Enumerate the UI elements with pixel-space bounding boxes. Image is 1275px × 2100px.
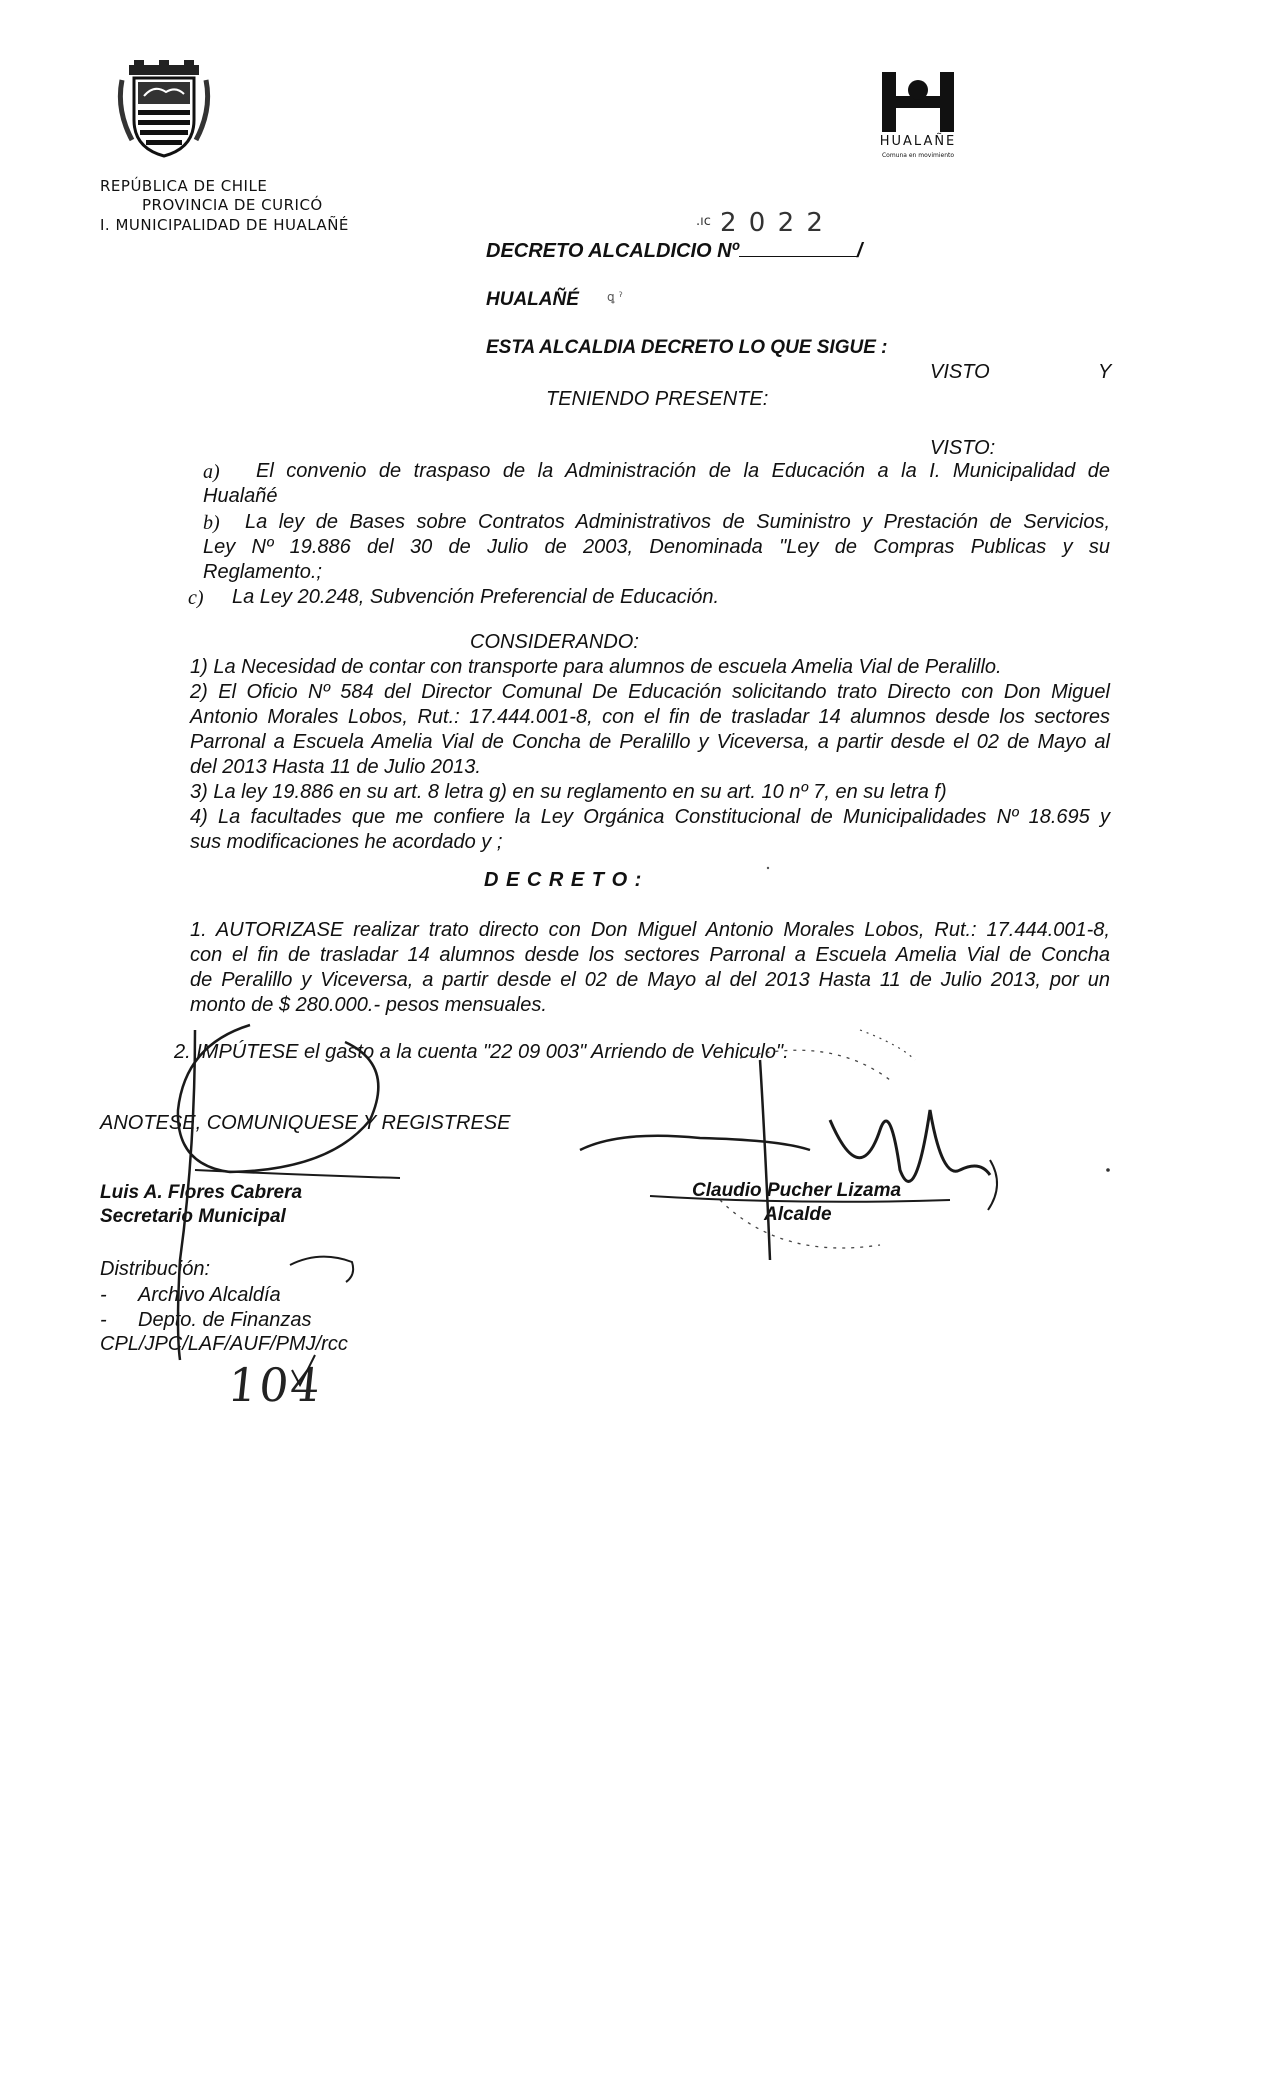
distribution-item-1: Archivo Alcaldía xyxy=(138,1284,281,1306)
decree-intro: ESTA ALCALDIA DECRETO LO QUE SIGUE : xyxy=(486,337,888,358)
visto-item-b-line2: Ley Nº 19.886 del 30 de Julio de 2003, Denominada "Ley de Compras Publicas y su xyxy=(203,536,1110,558)
decree-title xyxy=(486,240,862,263)
considerando-p2-line3: Parronal a Escuela Amelia Vial de Concha de Peralillo y Viceversa, a partir desde el 02 de Mayo al xyxy=(190,731,1110,753)
decreto-item1-line3: de Peralillo y Viceversa, a partir desde el 02 de Mayo al del 2013 Hasta 11 de Julio 2013, por un xyxy=(190,969,1110,991)
stamp-prefix: .ıc xyxy=(696,214,711,229)
decreto-item1-line2: con el fin de trasladar 14 alumnos desde los sectores Parronal a Escuela Amelia Vial de Concha xyxy=(190,944,1110,966)
mayor-title: Alcalde xyxy=(764,1204,832,1225)
distribution-dash-2: - xyxy=(100,1309,107,1331)
decree-place: HUALAÑÉ xyxy=(486,289,579,310)
decree-slash: / xyxy=(856,240,863,262)
distribution-initials: CPL/JPC/LAF/AUF/PMJ/rcc xyxy=(100,1333,348,1355)
hualane-logo xyxy=(868,68,968,168)
considerando-p4-line2: sus modificaciones he acordado y ; xyxy=(190,831,503,853)
visto-item-b-line1: La ley de Bases sobre Contratos Administrativos de Suministro y Prestación de Servicios, xyxy=(245,511,1110,533)
considerando-p3: 3) La ley 19.886 en su art. 8 letra g) en su reglamento en su art. 10 nº 7, en su letra f) xyxy=(190,781,947,803)
visto-item-a-letter: a) xyxy=(203,461,220,483)
decreto-heading: D E C R E T O : xyxy=(484,869,643,891)
considerando-heading: CONSIDERANDO: xyxy=(470,631,639,653)
visto-item-c-letter: c) xyxy=(188,587,204,609)
header-province: PROVINCIA DE CURICÓ xyxy=(142,196,323,214)
secretary-name: Luis A. Flores Cabrera xyxy=(100,1182,303,1203)
teniendo-presente: TENIENDO PRESENTE: xyxy=(546,388,769,410)
decreto-item2: 2. IMPÚTESE el gasto a la cuenta "22 09 003" Arriendo de Vehiculo". xyxy=(174,1041,789,1063)
considerando-p4-line1: 4) La facultades que me confiere la Ley Orgánica Constitucional de Municipalidades Nº 18.695 y xyxy=(190,806,1110,828)
visto-item-a-line2: Hualañé xyxy=(203,485,278,507)
hualane-logo-icon xyxy=(878,68,958,132)
considerando-p1: 1) La Necesidad de contar con transporte para alumnos de escuela Amelia Vial de Peralillo. xyxy=(190,656,1002,678)
anotese-line: ANOTESE, COMUNIQUESE Y REGISTRESE xyxy=(100,1112,511,1134)
visto-item-b-line3: Reglamento.; xyxy=(203,561,322,583)
visto-heading: VISTO: xyxy=(930,437,996,459)
coat-of-arms xyxy=(114,60,214,160)
distribution-item-2: Depto. de Finanzas xyxy=(138,1309,312,1331)
decree-title-text: DECRETO ALCALDICIO Nº xyxy=(486,240,739,262)
distribution-heading: Distribución: xyxy=(100,1258,211,1280)
decreto-item1-line4: monto de $ 280.000.- pesos mensuales. xyxy=(190,994,547,1016)
stamp-number: 2 0 2 2 xyxy=(720,208,825,238)
distribution-dash-1: - xyxy=(100,1284,107,1306)
handwritten-number: 104 xyxy=(225,1358,325,1412)
header-country: REPÚBLICA DE CHILE xyxy=(100,177,268,195)
visto-item-b-letter: b) xyxy=(203,512,220,534)
place-mark: ꝗ ˀ xyxy=(607,290,623,304)
considerando-p2-line1: 2) El Oficio Nº 584 del Director Comunal De Educación solicitando trato Directo con Don Miguel xyxy=(190,681,1110,703)
secretary-title: Secretario Municipal xyxy=(100,1206,286,1227)
considerando-p2-line2: Antonio Morales Lobos, Rut.: 17.444.001-8, con el fin de trasladar 14 alumnos desde los sectores xyxy=(190,706,1110,728)
logo-tagline: Comuna en movimiento xyxy=(881,152,955,159)
visto-y-letter: Y xyxy=(1098,361,1112,383)
visto-item-a-line1: El convenio de traspaso de la Administración de la Educación a la I. Municipalidad de xyxy=(256,460,1110,482)
header-municipality: I. MUNICIPALIDAD DE HUALAÑÉ xyxy=(100,216,349,234)
coat-of-arms-icon xyxy=(114,60,214,160)
mayor-name: Claudio Pucher Lizama xyxy=(692,1180,902,1201)
considerando-p2-line4: del 2013 Hasta 11 de Julio 2013. xyxy=(190,756,481,778)
visto-item-c-line1: La Ley 20.248, Subvención Preferencial de Educación. xyxy=(232,586,720,608)
visto-y-word: VISTO xyxy=(930,361,990,383)
logo-text: HUALAÑE xyxy=(879,134,957,149)
decreto-item1-line1: 1. AUTORIZASE realizar trato directo con Don Miguel Antonio Morales Lobos, Rut.: 17.444.001-8, xyxy=(190,919,1110,941)
